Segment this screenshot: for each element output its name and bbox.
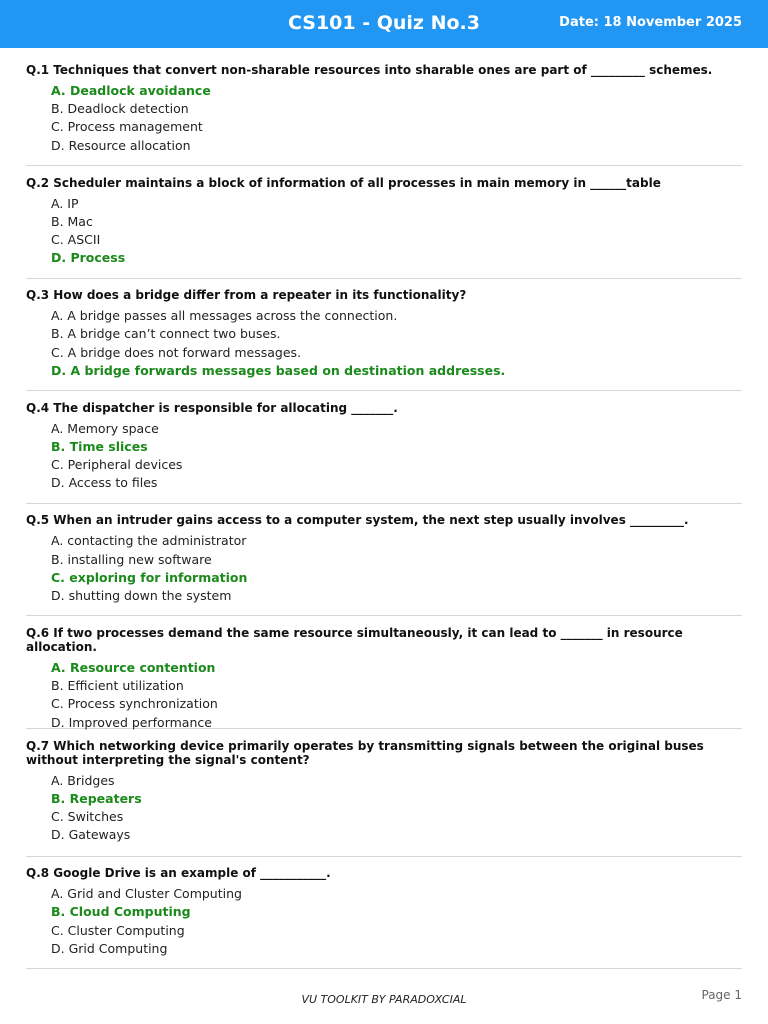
option-list (26, 195, 742, 268)
page-header (0, 0, 768, 48)
footer-credit: VU TOOLKIT BY PARADOXCIAL (301, 993, 467, 1006)
option: B. Mac (51, 213, 93, 229)
question-block (26, 288, 742, 391)
option: D. Gateways (51, 827, 131, 843)
option: A. Bridges (51, 772, 115, 788)
option: C. Switches (51, 808, 124, 824)
option: C. Process management (51, 119, 203, 135)
option: C. ASCII (51, 232, 101, 247)
question-text: Q.1 Techniques that convert non-sharable resources into sharable ones are part of _________ schemes. (26, 63, 713, 77)
question-block (26, 866, 742, 969)
correct-option: A. Resource contention (51, 659, 216, 675)
option-list (26, 420, 742, 493)
question-block (26, 176, 742, 279)
question-list (26, 63, 742, 979)
option-list (26, 307, 742, 380)
option: D. shutting down the system (51, 587, 232, 603)
correct-option: B. Time slices (51, 438, 148, 454)
question-block (26, 626, 742, 729)
question-text: Q.8 Google Drive is an example of ___________. (26, 866, 331, 881)
correct-option: B. Cloud Computing (51, 904, 191, 920)
option: B. installing new software (51, 551, 212, 567)
option-list (26, 532, 742, 605)
option: D. Improved performance (51, 714, 212, 730)
correct-option: D. A bridge forwards messages based on destination addresses. (51, 362, 506, 378)
question-text: Q.3 How does a bridge differ from a repeater in its functionality? (26, 288, 467, 303)
question-block (26, 513, 742, 616)
question-block (26, 739, 742, 857)
option: A. contacting the administrator (51, 533, 247, 549)
correct-option: A. Deadlock avoidance (51, 83, 211, 98)
option: C. A bridge does not forward messages. (51, 344, 302, 360)
option: C. Peripheral devices (51, 457, 183, 473)
option: A. Memory space (51, 420, 159, 436)
option-list (26, 772, 742, 845)
option: A. IP (51, 195, 79, 211)
option-list (26, 885, 742, 958)
correct-option: D. Process (51, 250, 126, 266)
option: C. Cluster Computing (51, 922, 185, 938)
correct-option: C. exploring for information (51, 569, 248, 585)
option: D. Grid Computing (51, 940, 168, 956)
question-block (26, 401, 742, 504)
option: B. Deadlock detection (51, 101, 189, 117)
question-text: Q.4 The dispatcher is responsible for allocating _______. (26, 400, 398, 415)
question-text: Q.5 When an intruder gains access to a computer system, the next step usually involves _________. (26, 513, 689, 528)
option: D. Access to files (51, 475, 158, 491)
quiz-date: Date: 18 November 2025 (559, 15, 742, 30)
question-text: Q.6 If two processes demand the same resource simultaneously, it can lead to _______ in resource allocation. (26, 625, 683, 654)
question-block (26, 63, 742, 166)
page-number: Page 1 (701, 988, 742, 1002)
option: A. A bridge passes all messages across the connection. (51, 308, 398, 324)
option: A. Grid and Cluster Computing (51, 886, 242, 902)
page-title: CS101 - Quiz No.3 (287, 12, 480, 34)
option-list (26, 659, 742, 732)
option: D. Resource allocation (51, 137, 191, 153)
correct-option: B. Repeaters (51, 790, 142, 806)
option: B. A bridge can’t connect two buses. (51, 326, 281, 342)
question-text: Q.7 Which networking device primarily operates by transmitting signals between the original buses without interpreting the signal's content? (26, 738, 704, 767)
option-list (26, 82, 742, 155)
option: C. Process synchronization (51, 696, 218, 712)
question-text: Q.2 Scheduler maintains a block of information of all processes in main memory in ______table (26, 175, 661, 190)
option: B. Efficient utilization (51, 678, 184, 694)
